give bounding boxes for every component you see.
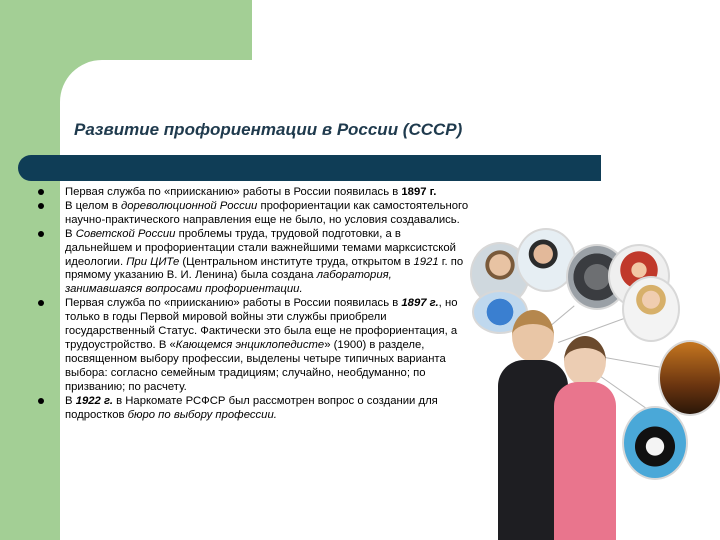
bullet-dot-icon — [38, 398, 44, 404]
bullet-text-run: 1922 г. — [75, 394, 113, 407]
bullet-text-run: Первая служба по «приисканию» работы в России появилась в — [65, 297, 402, 310]
bullet-item — [38, 297, 470, 394]
thumbnail-photo-office-woman — [622, 276, 680, 342]
bullet-text-run: проблемы труда, трудовой подготовки, а в дальнейшем и профориентации стали важнейшими темами марксистской идеологии. — [65, 227, 456, 268]
bullet-text-run: В — [65, 394, 76, 407]
bullet-dot-icon — [38, 203, 44, 209]
bullet-item — [38, 186, 470, 200]
bullet-dot-icon — [38, 189, 44, 195]
bullet-text-run: В — [65, 227, 76, 240]
photo-collage — [468, 224, 720, 540]
bullet-text-run: 1921 — [413, 255, 439, 268]
title-underline-bar — [18, 155, 601, 181]
bullet-text-run: 1897 г. — [401, 186, 437, 198]
bullet-text-run: Советской России — [75, 227, 176, 240]
thumbnail-photo-climbers — [658, 340, 720, 416]
boy-head — [512, 310, 554, 362]
bullet-text-run: , но только в годы Первой мировой войны эти службы приобрели государственный Статус. Фактически это была еще не профориентация, а трудоустройство. В « — [65, 297, 458, 351]
bullet-dot-icon — [38, 300, 44, 306]
bullet-text-run: » (1900) в разделе, посвященном выбору профессии, выделены четыре типичных варианта выбора: согласно семейным традициям; случайно, необдуманно; по призванию; по расчету. — [65, 338, 446, 393]
bullet-text-run: (Центральном институте труда, открытом в — [179, 255, 414, 268]
bullet-list — [38, 186, 470, 422]
girl-head — [564, 336, 606, 386]
bullet-item — [38, 228, 470, 298]
bullet-text-run: г. по прямому указанию В. И. Ленина) была создана — [65, 255, 464, 282]
bullet-text-run: дореволюционной России — [120, 199, 258, 212]
bullet-item — [38, 395, 470, 423]
bullet-item — [38, 200, 470, 228]
bullet-text-run: в Наркомате РСФСР был рассмотрен вопрос о создании для подростков — [65, 394, 438, 421]
bullet-text-run: бюро по выбору профессии. — [127, 408, 277, 421]
bullet-text-run: Первая служба по «приисканию» работы в России появилась в — [65, 186, 402, 198]
bullet-text-run: лаборатория, занимавшаяся вопросами профориентации. — [65, 269, 392, 296]
bullet-text-run: Кающемся энциклопедисте — [175, 338, 325, 351]
bullet-text-run: 1897 г. — [401, 297, 439, 310]
slide-title: Развитие профориентации в России (СССР) — [74, 120, 463, 139]
teen-girl-photo — [554, 336, 616, 540]
bullet-dot-icon — [38, 231, 44, 237]
bullet-text-run: При ЦИТе — [126, 255, 180, 268]
bullet-text-run: профориентации как самостоятельного научно-практического направления еще не было, но условия создавались. — [65, 199, 469, 226]
bullet-text-run: В целом в — [65, 199, 121, 212]
thumbnail-photo-penguin — [622, 406, 688, 480]
girl-body — [554, 382, 616, 540]
